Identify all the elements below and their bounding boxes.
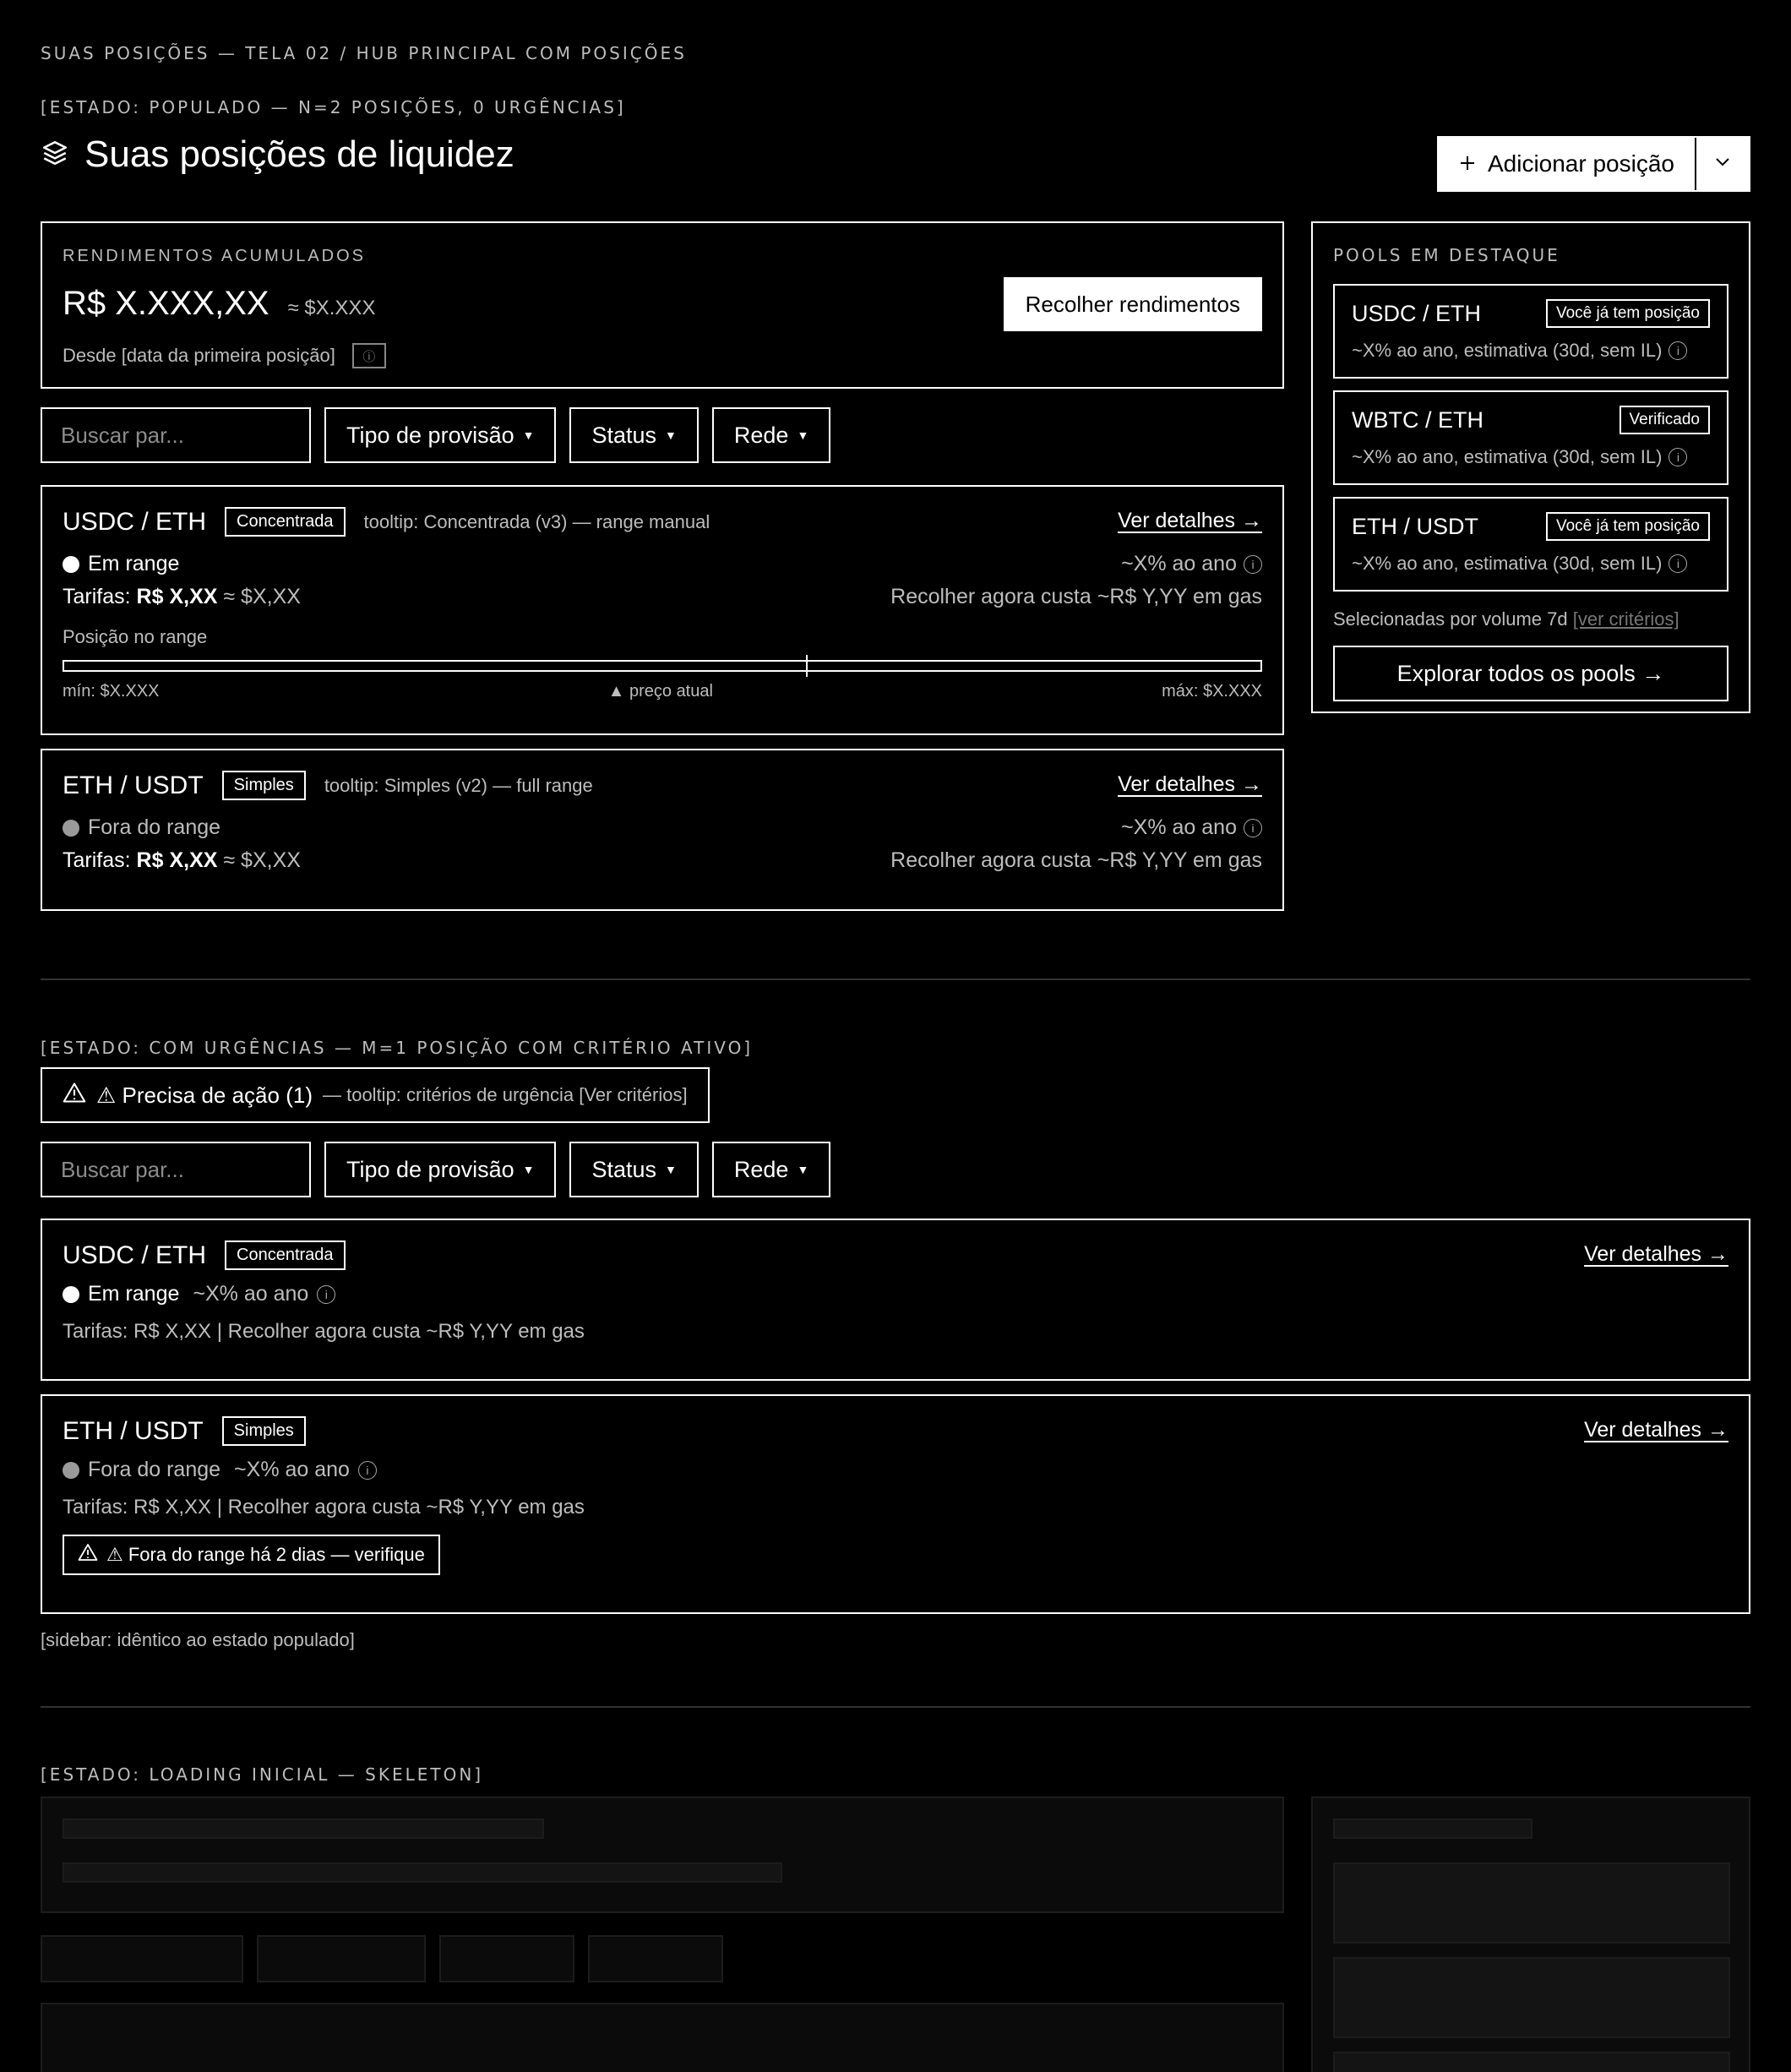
page-title: Suas posições de liquidez	[84, 134, 514, 175]
filter-status-label: Status	[591, 1156, 657, 1182]
filter-type-button[interactable]	[324, 1142, 556, 1197]
filter-network-label: Rede	[733, 1156, 789, 1182]
filter-network-button[interactable]	[712, 407, 830, 463]
fees-row	[63, 585, 1262, 609]
skeleton-pool	[1333, 2052, 1730, 2072]
filter-status-button[interactable]	[569, 407, 698, 463]
featured-pool[interactable]	[1333, 390, 1728, 485]
pool-name: ETH / USDT	[1352, 513, 1479, 539]
skeleton-line	[1333, 1818, 1532, 1839]
divider	[41, 1706, 1750, 1708]
fees-row: Tarifas: R$ X,XX | Recolher agora custa ~R$ Y,YY em gas	[63, 1496, 585, 1519]
pair-name: ETH / USDT	[63, 771, 204, 799]
pool-apy: ~X% ao ano, estimativa (30d, sem IL)	[1352, 446, 1663, 467]
status-dot	[63, 1462, 79, 1479]
collect-earnings-button[interactable]: Recolher rendimentos	[1004, 277, 1262, 331]
filter-type-label: Tipo de provisão	[346, 1156, 514, 1182]
caret-down-icon: ▼	[522, 1163, 535, 1176]
range-status-label: Fora do range	[88, 1458, 221, 1481]
accumulated-earnings-panel	[41, 221, 1284, 389]
info-icon[interactable]: i	[1669, 554, 1687, 573]
add-position-label: Adicionar posição	[1487, 150, 1674, 177]
pool-name: USDC / ETH	[1352, 300, 1482, 326]
filter-network-label: Rede	[733, 422, 789, 448]
caret-down-icon: ▼	[665, 1163, 677, 1176]
info-icon[interactable]: i	[1669, 448, 1687, 466]
state-label-loading: [ESTADO: LOADING INICIAL — SKELETON]	[41, 1764, 484, 1785]
fees-row	[63, 848, 1262, 873]
position-card	[41, 1394, 1750, 1614]
range-min: mín: $X.XXX	[63, 682, 160, 701]
divider	[41, 979, 1750, 980]
earnings-since	[63, 343, 1262, 368]
pair-name: ETH / USDT	[63, 1416, 204, 1445]
status-dot	[63, 556, 79, 573]
fees	[63, 585, 301, 609]
range-status-label: Em range	[88, 552, 180, 575]
range-bar	[63, 660, 1262, 672]
filter-type-label: Tipo de provisão	[346, 422, 514, 448]
range-status-label: Em range	[88, 1282, 180, 1306]
status-row	[63, 1458, 1728, 1482]
fees-usd: ≈ $X,XX	[223, 848, 301, 872]
range-ticks	[63, 682, 1262, 701]
earnings-usd: ≈ $X.XXX	[287, 297, 376, 319]
alert-text: ⚠ Fora do range há 2 dias — verifique	[106, 1544, 425, 1565]
apy-value: ~X% ao ano	[234, 1458, 350, 1481]
warning-icon	[78, 1543, 98, 1567]
skeleton-pool	[1333, 1862, 1730, 1944]
current-price-marker	[806, 655, 808, 677]
chevron-down-icon	[1715, 156, 1730, 172]
fees-value: R$ X,XX	[136, 848, 218, 872]
provision-type-badge: Simples	[222, 771, 306, 800]
skeleton-filter	[41, 1935, 243, 1982]
filter-status-button[interactable]	[569, 1142, 698, 1197]
apy-value: ~X% ao ano	[1121, 552, 1237, 575]
skeleton-filter	[588, 1935, 723, 1982]
criteria-link[interactable]: [ver critérios]	[1572, 608, 1679, 630]
pool-badge: Verificado	[1620, 406, 1710, 434]
provision-type-badge: Concentrada	[225, 1240, 346, 1270]
info-icon[interactable]: i	[1669, 341, 1687, 360]
tooltip-note: tooltip: Concentrada (v3) — range manual	[363, 510, 710, 532]
header	[41, 134, 514, 176]
status-dot	[63, 1286, 79, 1303]
range-max: máx: $X.XXX	[1162, 682, 1262, 701]
add-position-dropdown[interactable]	[1696, 138, 1749, 190]
selection-note	[1333, 608, 1728, 630]
info-icon[interactable]: i	[1244, 819, 1262, 837]
collect-cost: Recolher agora custa ~R$ Y,YY em gas	[890, 585, 1262, 608]
apy-value: ~X% ao ano	[1121, 815, 1237, 839]
fees-label: Tarifas:	[63, 848, 131, 872]
view-details-link[interactable]: Ver detalhes →	[1118, 509, 1262, 532]
filter-status-label: Status	[591, 422, 657, 448]
pair-name: USDC / ETH	[63, 1240, 207, 1269]
apy	[1121, 815, 1262, 840]
layers-icon	[41, 139, 69, 172]
pool-badge: Você já tem posição	[1546, 299, 1710, 328]
skeleton-card	[41, 2003, 1284, 2072]
info-icon[interactable]: ⓘ	[352, 343, 386, 368]
needs-action-label: ⚠ Precisa de ação (1)	[96, 1082, 313, 1108]
range-status	[63, 552, 179, 576]
collect-cost: Recolher agora custa ~R$ Y,YY em gas	[890, 848, 1262, 872]
earnings-label: RENDIMENTOS ACUMULADOS	[63, 247, 367, 265]
skeleton-summary	[41, 1797, 1284, 1913]
apy-value: ~X% ao ano	[193, 1282, 309, 1306]
position-header	[63, 1416, 1728, 1446]
screen-label: SUAS POSIÇÕES — TELA 02 / HUB PRINCIPAL COM POSIÇÕES	[41, 43, 687, 63]
tooltip-note: tooltip: Simples (v2) — full range	[324, 774, 593, 796]
apy	[1121, 552, 1262, 576]
fees-label: Tarifas:	[63, 585, 131, 608]
state-label-urgent: [ESTADO: COM URGÊNCIAS — M=1 POSIÇÃO COM CRITÉRIO ATIVO]	[41, 1038, 754, 1058]
caret-down-icon: ▼	[665, 428, 677, 442]
plus-icon	[1459, 150, 1476, 177]
caret-down-icon: ▼	[522, 428, 535, 442]
pool-apy: ~X% ao ano, estimativa (30d, sem IL)	[1352, 340, 1663, 361]
explore-pools-button[interactable]: Explorar todos os pools →	[1333, 646, 1728, 701]
pool-apy: ~X% ao ano, estimativa (30d, sem IL)	[1352, 553, 1663, 574]
view-details-link[interactable]: Ver detalhes →	[1584, 1418, 1728, 1442]
view-details-link[interactable]: Ver detalhes →	[1118, 772, 1262, 796]
pool-badge: Você já tem posição	[1546, 512, 1710, 541]
fees-row: Tarifas: R$ X,XX | Recolher agora custa ~R$ Y,YY em gas	[63, 1320, 585, 1343]
info-icon[interactable]: i	[358, 1461, 377, 1480]
needs-action-tooltip: — tooltip: critérios de urgência [Ver critérios]	[322, 1084, 688, 1105]
selection-note-text: Selecionadas por volume 7d	[1333, 608, 1568, 630]
skeleton-line	[63, 1818, 544, 1839]
sidebar-title: POOLS EM DESTAQUE	[1333, 245, 1560, 265]
out-of-range-alert	[63, 1535, 440, 1575]
position-card	[41, 749, 1284, 911]
range-status	[63, 815, 220, 840]
featured-pool[interactable]	[1333, 497, 1728, 592]
position-header	[63, 507, 1262, 537]
info-icon[interactable]: i	[1244, 555, 1262, 574]
status-row	[63, 552, 1262, 576]
featured-pool[interactable]	[1333, 284, 1728, 379]
fees	[63, 848, 301, 873]
needs-action-button[interactable]	[41, 1067, 710, 1123]
status-row	[63, 1282, 1728, 1306]
status-row	[63, 815, 1262, 840]
filter-type-button[interactable]	[324, 407, 556, 463]
view-details-link[interactable]: Ver detalhes →	[1584, 1242, 1728, 1266]
position-header	[63, 771, 1262, 800]
warning-icon	[63, 1082, 86, 1110]
skeleton-sidebar	[1311, 1797, 1750, 2072]
range-status-label: Fora do range	[88, 815, 221, 839]
add-position-split-button	[1437, 136, 1750, 192]
caret-down-icon: ▼	[797, 428, 809, 442]
search-input[interactable]: Buscar par...	[41, 1142, 311, 1197]
since-text: Desde [data da primeira posição]	[63, 345, 335, 366]
sidebar-note: [sidebar: idêntico ao estado populado]	[41, 1629, 355, 1650]
earnings-value: R$ X.XXX,XX	[63, 285, 269, 322]
search-input[interactable]: Buscar par...	[41, 407, 311, 463]
position-card	[41, 1219, 1750, 1381]
caret-down-icon: ▼	[797, 1163, 809, 1176]
fees-value: R$ X,XX	[136, 585, 218, 608]
range-label: Posição no range	[63, 626, 208, 647]
state-label-populated: [ESTADO: POPULADO — N=2 POSIÇÕES, 0 URGÊNCIAS]	[41, 97, 626, 117]
provision-type-badge: Concentrada	[225, 507, 346, 537]
info-icon[interactable]: i	[317, 1285, 335, 1304]
fees-usd: ≈ $X,XX	[223, 585, 301, 608]
skeleton-line	[63, 1862, 782, 1883]
pair-name: USDC / ETH	[63, 507, 207, 536]
provision-type-badge: Simples	[222, 1416, 306, 1446]
skeleton-pool	[1333, 1957, 1730, 2038]
add-position-button[interactable]	[1439, 138, 1696, 190]
position-card	[41, 485, 1284, 735]
featured-pools-sidebar	[1311, 221, 1750, 713]
filter-bar	[41, 407, 830, 463]
skeleton-filter	[257, 1935, 426, 1982]
filter-bar	[41, 1142, 830, 1197]
pool-name: WBTC / ETH	[1352, 406, 1483, 433]
status-dot	[63, 820, 79, 837]
filter-network-button[interactable]	[712, 1142, 830, 1197]
position-header	[63, 1240, 1728, 1270]
skeleton-filter	[439, 1935, 574, 1982]
range-current: ▲ preço atual	[607, 682, 713, 701]
